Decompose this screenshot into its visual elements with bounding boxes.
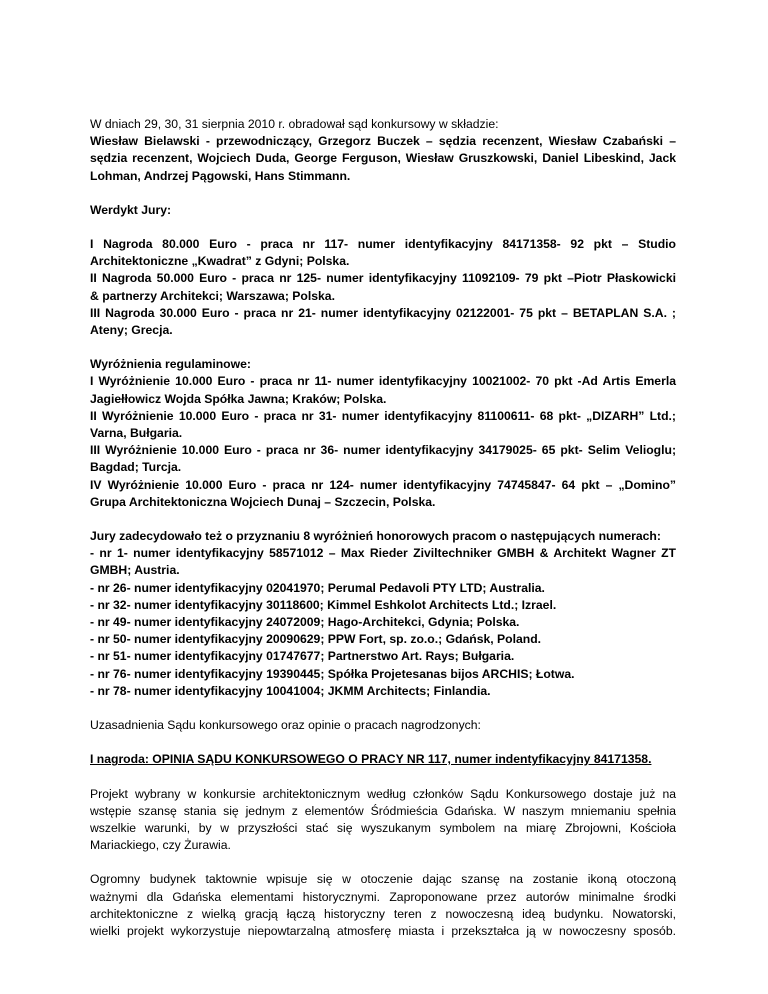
opinion-2-line-1: Ogromny budynek taktownie wpisuje się w otoczenie dając szansę na zostanie ikoną otoczoną xyxy=(90,872,676,887)
jury-line-1: Wiesław Bielawski - przewodniczący, Grzegorz Buczek – sędzia recenzent, Wiesław Czabański – xyxy=(90,134,676,149)
opinion-1-line-1: Projekt wybrany w konkursie architektonicznym według członków Sądu Konkursowego dostaje już na xyxy=(90,786,676,801)
opinion-paragraph-2 xyxy=(90,871,676,940)
honorable-line-5: - nr 49- numer identyfikacyjny 24072009; Hago-Architekci, Gdynia; Polska. xyxy=(90,615,520,630)
opinion-2-line-3: architektoniczne z wielką gracją łączą historyczny teren z nowoczesną ideą budynku. Nowatorski, xyxy=(90,906,676,921)
distinction-2-line-2: Varna, Bułgaria. xyxy=(90,426,183,441)
intro-line: W dniach 29, 30, 31 sierpnia 2010 r. obradował sąd konkursowy w składzie: xyxy=(90,117,499,131)
distinction-4-line-1: IV Wyróżnienie 10.000 Euro - praca nr 124- numer identyfikacyjny 74745847- 64 pkt – „Domino” xyxy=(90,477,676,492)
opinion-1-line-3: wszelkie warunki, by w przyszłości stać się wyszukanym symbolem na miarę Zbrojowni, Kościoła xyxy=(90,820,676,835)
distinction-4-line-2: Grupa Architektoniczna Wojciech Dunaj – Szczecin, Polska. xyxy=(90,494,436,509)
prize-1-line-2: Architektoniczne „Kwadrat” z Gdyni; Polska. xyxy=(90,254,350,269)
verdict-heading: Werdykt Jury: xyxy=(90,202,172,217)
opinion-paragraph-1 xyxy=(90,786,676,855)
opinion-2-line-4: wielki projekt wykorzystuje niepowtarzalną atmosferę miasta i przekształca ją w nowoczesny sposób. xyxy=(90,923,676,938)
distinctions-heading: Wyróżnienia regulaminowe: xyxy=(90,357,251,372)
distinction-3-line-1: III Wyróżnienie 10.000 Euro - praca nr 36- numer identyfikacyjny 34179025- 65 pkt- Selim Velioglu; xyxy=(90,443,676,458)
prize-3-line-2: Ateny; Grecja. xyxy=(90,323,173,338)
honorable-line-9: - nr 78- numer identyfikacyjny 10041004; JKMM Architects; Finlandia. xyxy=(90,683,491,698)
jury-line-2: sędzia recenzent, Wojciech Duda, George Ferguson, Wiesław Gruszkowski, Daniel Libeskind, Jack xyxy=(90,151,676,166)
honorable-line-4: - nr 32- numer identyfikacyjny 30118600; Kimmel Eshkolot Architects Ltd.; Izrael. xyxy=(90,597,557,612)
distinction-2-line-1: II Wyróżnienie 10.000 Euro - praca nr 31- numer identyfikacyjny 81100611- 68 pkt- „DIZARH” Ltd.; xyxy=(90,408,676,423)
first-prize-heading: I nagroda: OPINIA SĄDU KONKURSOWEGO O PRACY NR 117, numer indentyfikacyjny 84171358. xyxy=(90,752,652,767)
distinction-3-line-2: Bagdad; Turcja. xyxy=(90,460,182,475)
jury-line-3: Lohman, Andrzej Pągowski, Hans Stimmann. xyxy=(90,168,351,183)
opinion-1-line-4: Mariackiego, czy Żurawia. xyxy=(90,838,231,853)
prize-3-line-1: III Nagroda 30.000 Euro - praca nr 21- numer identyfikacyjny 02122001- 75 pkt – BETAPLAN S.A. ; xyxy=(90,305,676,320)
justification-intro: Uzasadnienia Sądu konkursowego oraz opinie o pracach nagrodzonych: xyxy=(90,718,481,733)
honorable-heading: Jury zadecydowało też o przyznaniu 8 wyróżnień honorowych pracom o następujących numerach: xyxy=(90,529,661,544)
prize-1-line-1: I Nagroda 80.000 Euro - praca nr 117- numer identyfikacyjny 84171358- 92 pkt – Studio xyxy=(90,237,676,252)
opinion-1-line-2: wstępie szansę stania się jednym z elementów Śródmieścia Gdańska. W naszym mniemaniu spełnia xyxy=(90,803,676,818)
honorable-paragraph xyxy=(90,528,676,700)
distinction-1-line-1: I Wyróżnienie 10.000 Euro - praca nr 11- numer identyfikacyjny 10021002- 70 pkt -Ad Artis Emerla xyxy=(90,374,676,389)
honorable-line-1: - nr 1- numer identyfikacyjny 58571012 – Max Rieder Ziviltechniker GMBH & Architekt Wagner ZT xyxy=(90,546,676,561)
intro-paragraph xyxy=(90,116,676,185)
honorable-line-6: - nr 50- numer identyfikacyjny 20090629; PPW Fort, sp. zo.o.; Gdańsk, Poland. xyxy=(90,632,542,647)
prize-2-line-2: & partnerzy Architekci; Warszawa; Polska. xyxy=(90,288,335,303)
honorable-line-3: - nr 26- numer identyfikacyjny 02041970; Perumal Pedavoli PTY LTD; Australia. xyxy=(90,580,545,595)
document-page xyxy=(90,116,676,957)
honorable-line-8: - nr 76- numer identyfikacyjny 19390445; Spółka Projetesanas bijos ARCHIS; Łotwa. xyxy=(90,666,575,681)
honorable-line-2: GMBH; Austria. xyxy=(90,563,180,578)
distinction-1-line-2: Jagiełłowicz Wojda Spółka Jawna; Kraków; Polska. xyxy=(90,391,387,406)
opinion-2-line-2: ważnymi dla Gdańska elementami historycznymi. Zaproponowane przez autorów minimalne środki xyxy=(90,889,676,904)
honorable-line-7: - nr 51- numer identyfikacyjny 01747677; Partnerstwo Art. Rays; Bułgaria. xyxy=(90,649,515,664)
prizes-paragraph xyxy=(90,236,676,339)
prize-2-line-1: II Nagroda 50.000 Euro - praca nr 125- numer identyfikacyjny 11092109- 79 pkt –Piotr Płaskowicki xyxy=(90,271,676,286)
distinctions-paragraph xyxy=(90,356,676,511)
